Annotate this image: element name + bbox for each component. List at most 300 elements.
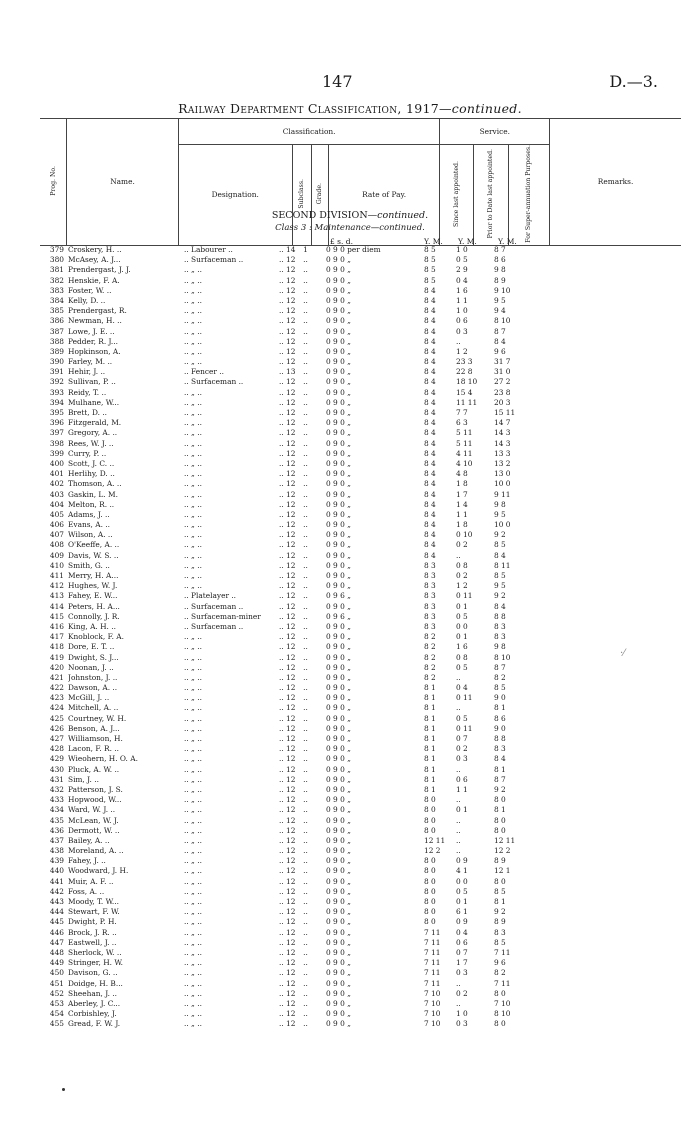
service-superannuation: 9 5 xyxy=(494,509,506,519)
grade: .. xyxy=(303,357,308,367)
service-prior-to: .. xyxy=(456,815,461,825)
rate-of-pay: 0 9 0 „ xyxy=(326,520,351,530)
employee-name: Hopkinson, A. xyxy=(68,346,121,356)
rate-of-pay: 0 9 0 „ xyxy=(326,652,351,662)
rate-of-pay: 0 9 0 „ xyxy=(326,998,351,1008)
table-row xyxy=(0,347,700,357)
rate-of-pay: 0 9 0 „ xyxy=(326,632,351,642)
grade: .. xyxy=(303,825,308,835)
service-prior-to: .. xyxy=(456,825,461,835)
grade: .. xyxy=(303,540,308,550)
rate-of-pay: 0 9 0 „ xyxy=(326,917,351,927)
service-superannuation: 9 2 xyxy=(494,784,506,794)
employee-name: Mitchell, A. .. xyxy=(68,703,119,713)
grade: .. xyxy=(303,367,308,377)
service-since-last: 7 10 xyxy=(424,1009,441,1019)
subclass: .. 12 xyxy=(279,316,296,326)
service-since-last: 8 1 xyxy=(424,754,436,764)
rate-of-pay: 0 9 0 „ xyxy=(326,265,351,275)
service-prior-to: 0 5 xyxy=(456,611,468,621)
table-row xyxy=(0,632,700,642)
service-superannuation: 9 8 xyxy=(494,499,506,509)
service-superannuation: 8 8 xyxy=(494,611,506,621)
prog-no: 399 xyxy=(49,448,64,458)
employee-name: Brett, D. .. xyxy=(68,408,108,417)
service-superannuation: 12 11 xyxy=(494,835,516,845)
service-since-last: 8 0 xyxy=(424,856,436,866)
grade: .. xyxy=(303,723,308,733)
table-row xyxy=(0,897,700,907)
employee-name: Johnston, J. .. xyxy=(68,672,118,682)
subclass: .. 12 xyxy=(279,581,296,591)
designation: .. „ .. xyxy=(184,784,202,794)
designation: .. „ .. xyxy=(184,713,202,723)
service-since-last: 8 3 xyxy=(424,581,436,591)
table-row xyxy=(0,449,700,459)
service-since-last: 8 4 xyxy=(424,336,436,346)
service-prior-to: 0 1 xyxy=(456,601,468,611)
rate-of-pay: 0 9 0 „ xyxy=(326,285,351,295)
table-row xyxy=(0,408,700,418)
employee-name: Sim, J. .. xyxy=(68,774,99,784)
designation: .. „ .. xyxy=(184,316,202,326)
grade: .. xyxy=(303,907,308,917)
service-superannuation: 8 4 xyxy=(494,601,506,611)
designation: .. „ .. xyxy=(184,958,202,968)
prog-no: 431 xyxy=(49,774,64,784)
designation: .. „ .. xyxy=(184,825,202,835)
rate-of-pay: 0 9 0 „ xyxy=(326,683,351,693)
section-division: SECOND DIVISION—continued. xyxy=(271,210,429,221)
grade: .. xyxy=(303,408,308,417)
table-row xyxy=(0,367,700,377)
employee-name: King, A. H. .. xyxy=(68,621,116,631)
table-row xyxy=(0,286,700,296)
designation: .. „ .. xyxy=(184,1009,202,1019)
employee-name: Thomson, A. .. xyxy=(68,479,122,489)
service-superannuation: 9 10 xyxy=(494,285,511,295)
col-prog-no: Prog. No. xyxy=(40,119,67,246)
col-remarks: Remarks. xyxy=(550,119,681,246)
designation: .. „ .. xyxy=(184,754,202,764)
service-since-last: 8 4 xyxy=(424,448,436,458)
service-superannuation: 8 5 xyxy=(494,937,506,947)
employee-name: O'Keeffe, A. .. xyxy=(68,540,120,550)
employee-name: Muir, A. F. .. xyxy=(68,876,114,886)
prog-no: 422 xyxy=(49,683,64,693)
subclass: .. 12 xyxy=(279,336,296,346)
rate-of-pay: 0 9 0 „ xyxy=(326,805,351,815)
service-prior-to: 0 4 xyxy=(456,927,468,937)
employee-name: McAsey, A. J... xyxy=(68,255,121,265)
rate-of-pay: 0 9 0 „ xyxy=(326,428,351,438)
prog-no: 453 xyxy=(49,998,64,1008)
designation: .. „ .. xyxy=(184,978,202,988)
subclass: .. 12 xyxy=(279,907,296,917)
designation: .. „ .. xyxy=(184,265,202,275)
prog-no: 397 xyxy=(49,428,64,438)
table-row xyxy=(0,377,700,387)
grade: .. xyxy=(303,998,308,1008)
col-name: Name. xyxy=(67,119,179,246)
employee-name: Mulhane, W... xyxy=(68,397,120,407)
service-prior-to: 0 2 xyxy=(456,988,468,998)
subclass: .. 12 xyxy=(279,988,296,998)
prog-no: 439 xyxy=(49,856,64,866)
service-prior-to: 1 1 xyxy=(456,295,468,305)
service-prior-to: 0 6 xyxy=(456,316,468,326)
table-row xyxy=(0,734,700,744)
service-superannuation: 8 5 xyxy=(494,571,506,580)
service-since-last: 8 4 xyxy=(424,520,436,530)
table-row xyxy=(0,744,700,754)
service-prior-to: .. xyxy=(456,795,461,805)
subclass: .. 12 xyxy=(279,937,296,947)
employee-name: Knoblock, F. A. xyxy=(68,632,124,642)
service-superannuation: 8 1 xyxy=(494,897,506,906)
service-since-last: 8 5 xyxy=(424,275,436,285)
employee-name: Stringer, H. W. xyxy=(68,958,124,968)
service-since-last: 8 4 xyxy=(424,540,436,550)
rate-of-pay: 0 9 0 „ xyxy=(326,927,351,937)
table-row xyxy=(0,989,700,999)
service-prior-to: .. xyxy=(456,550,461,560)
service-prior-to: 1 2 xyxy=(456,346,468,356)
service-superannuation: 8 1 xyxy=(494,703,506,713)
subclass: .. 12 xyxy=(279,723,296,733)
prog-no: 384 xyxy=(49,295,64,305)
subclass: .. 12 xyxy=(279,876,296,886)
grade: .. xyxy=(303,621,308,631)
subclass: .. 12 xyxy=(279,509,296,519)
service-since-last: 8 3 xyxy=(424,591,436,601)
designation: .. „ .. xyxy=(184,418,202,428)
service-prior-to: 0 2 xyxy=(456,744,468,754)
rate-of-pay: 0 9 0 „ xyxy=(326,856,351,866)
prog-no: 400 xyxy=(49,458,64,468)
grade: 1 xyxy=(303,245,308,254)
rate-of-pay: 0 9 0 „ xyxy=(326,815,351,825)
table-row xyxy=(0,571,700,581)
table-row xyxy=(0,255,700,265)
service-superannuation: 7 11 xyxy=(494,947,511,957)
service-prior-to: 0 1 xyxy=(456,632,468,642)
service-prior-to: 1 6 xyxy=(456,285,468,295)
service-since-last: 8 1 xyxy=(424,784,436,794)
subclass: .. 12 xyxy=(279,428,296,438)
subclass: .. 12 xyxy=(279,306,296,316)
service-since-last: 8 0 xyxy=(424,876,436,886)
subclass: .. 12 xyxy=(279,754,296,764)
service-superannuation: 27 2 xyxy=(494,377,511,387)
rate-of-pay: 0 9 0 „ xyxy=(326,825,351,835)
service-superannuation: 13 2 xyxy=(494,458,511,468)
service-superannuation: 15 11 xyxy=(494,408,516,417)
grade: .. xyxy=(303,601,308,611)
subclass: .. 12 xyxy=(279,255,296,265)
service-since-last: 8 1 xyxy=(424,703,436,713)
designation: .. „ .. xyxy=(184,520,202,530)
subclass: .. 12 xyxy=(279,479,296,489)
rate-of-pay: 0 9 0 „ xyxy=(326,672,351,682)
prog-no: 414 xyxy=(49,601,64,611)
subclass: .. 12 xyxy=(279,285,296,295)
service-prior-to: 7 7 xyxy=(456,408,468,417)
service-superannuation: 8 0 xyxy=(494,815,506,825)
employee-name: Smith, G. .. xyxy=(68,560,110,570)
designation: .. „ .. xyxy=(184,764,202,774)
prog-no: 415 xyxy=(49,611,64,621)
prog-no: 448 xyxy=(49,947,64,957)
service-superannuation: 9 2 xyxy=(494,907,506,917)
grade: .. xyxy=(303,397,308,407)
service-prior-to: 0 10 xyxy=(456,530,473,540)
service-since-last: 8 2 xyxy=(424,632,436,642)
service-prior-to: 0 5 xyxy=(456,255,468,265)
service-prior-to: 1 2 xyxy=(456,581,468,591)
prog-no: 429 xyxy=(49,754,64,764)
service-superannuation: 8 0 xyxy=(494,795,506,805)
service-prior-to: .. xyxy=(456,998,461,1008)
service-since-last: 8 4 xyxy=(424,357,436,367)
service-since-last: 8 4 xyxy=(424,316,436,326)
table-row xyxy=(0,459,700,469)
prog-no: 392 xyxy=(49,377,64,387)
rate-of-pay: 0 9 0 „ xyxy=(326,509,351,519)
service-superannuation: 8 4 xyxy=(494,754,506,764)
grade: .. xyxy=(303,560,308,570)
grade: .. xyxy=(303,418,308,428)
subclass: .. 12 xyxy=(279,377,296,387)
service-prior-to: 1 8 xyxy=(456,520,468,530)
prog-no: 395 xyxy=(49,408,64,417)
rate-of-pay: 0 9 0 „ xyxy=(326,1009,351,1019)
subclass: .. 12 xyxy=(279,397,296,407)
subclass: .. 12 xyxy=(279,846,296,856)
grade: .. xyxy=(303,856,308,866)
subclass: .. 12 xyxy=(279,958,296,968)
designation: .. „ .. xyxy=(184,540,202,550)
employee-name: Rees, W. J. .. xyxy=(68,438,114,448)
title-main: Railway Department Classification, 1917— xyxy=(178,101,452,116)
document-reference: D.—3. xyxy=(609,72,658,91)
prog-no: 437 xyxy=(49,835,64,845)
col-prior-to: Prior to Date last appointed. xyxy=(473,145,508,246)
col-service: Service. xyxy=(440,119,550,145)
subclass: .. 12 xyxy=(279,683,296,693)
service-superannuation: 9 0 xyxy=(494,693,506,703)
table-row xyxy=(0,276,700,286)
employee-name: Sullivan, P. .. xyxy=(68,377,116,387)
service-since-last: 8 4 xyxy=(424,458,436,468)
prog-no: 425 xyxy=(49,713,64,723)
service-prior-to: 0 11 xyxy=(456,723,473,733)
subclass: .. 12 xyxy=(279,418,296,428)
table-row xyxy=(0,561,700,571)
col-classification: Classification. xyxy=(178,119,440,145)
service-prior-to: .. xyxy=(456,846,461,856)
designation: .. „ .. xyxy=(184,662,202,672)
subclass: .. 12 xyxy=(279,357,296,367)
page-title xyxy=(0,101,700,116)
prog-no: 435 xyxy=(49,815,64,825)
table-row xyxy=(0,490,700,500)
prog-no: 404 xyxy=(49,499,64,509)
employee-name: Dwight, P. H. xyxy=(68,917,117,927)
prog-no: 396 xyxy=(49,418,64,428)
table-row xyxy=(0,388,700,398)
subclass: .. 12 xyxy=(279,662,296,672)
designation: .. „ .. xyxy=(184,642,202,652)
subclass: .. 12 xyxy=(279,703,296,713)
designation: .. „ .. xyxy=(184,1019,202,1029)
employee-name: Foster, W. .. xyxy=(68,285,112,295)
rate-of-pay: 0 9 0 „ xyxy=(326,540,351,550)
table-row xyxy=(0,765,700,775)
employee-name: Bailey, A. .. xyxy=(68,835,110,845)
designation: .. Surfaceman .. xyxy=(184,377,244,387)
grade: .. xyxy=(303,479,308,489)
service-superannuation: 8 0 xyxy=(494,988,506,998)
prog-no: 405 xyxy=(49,509,64,519)
service-superannuation: 8 0 xyxy=(494,1019,506,1029)
rate-of-pay: 0 9 0 „ xyxy=(326,408,351,417)
service-since-last: 8 0 xyxy=(424,866,436,876)
service-superannuation: 31 7 xyxy=(494,357,511,367)
prog-no: 382 xyxy=(49,275,64,285)
service-superannuation: 8 9 xyxy=(494,917,506,927)
service-prior-to: 0 9 xyxy=(456,917,468,927)
rate-of-pay: 0 9 0 „ xyxy=(326,734,351,743)
service-since-last: 8 0 xyxy=(424,805,436,815)
service-since-last: 8 4 xyxy=(424,479,436,489)
subclass: .. 12 xyxy=(279,540,296,550)
grade: .. xyxy=(303,886,308,896)
grade: .. xyxy=(303,632,308,642)
service-superannuation: 7 10 xyxy=(494,998,511,1008)
grade: .. xyxy=(303,937,308,947)
service-prior-to: 0 7 xyxy=(456,734,468,743)
subclass: .. 12 xyxy=(279,1009,296,1019)
employee-name: Lowe, J. E. .. xyxy=(68,326,115,336)
service-superannuation: 10 0 xyxy=(494,520,511,530)
employee-name: Aberley, J. C... xyxy=(68,998,121,1008)
subclass: .. 12 xyxy=(279,734,296,743)
service-superannuation: 9 6 xyxy=(494,346,506,356)
table-row xyxy=(0,357,700,367)
subclass: .. 12 xyxy=(279,672,296,682)
service-prior-to: 2 9 xyxy=(456,265,468,275)
employee-name: Gregory, A. .. xyxy=(68,428,118,438)
service-prior-to: 1 0 xyxy=(456,1009,468,1019)
employee-name: Williamson, H. xyxy=(68,734,123,743)
prog-no: 454 xyxy=(49,1009,64,1019)
grade: .. xyxy=(303,683,308,693)
subclass: .. 12 xyxy=(279,489,296,499)
employee-name: Pluck, A. W. .. xyxy=(68,764,120,774)
service-prior-to: 0 4 xyxy=(456,275,468,285)
designation: .. „ .. xyxy=(184,795,202,805)
service-since-last: 8 3 xyxy=(424,621,436,631)
employee-name: Davis, W. S. .. xyxy=(68,550,119,560)
employee-name: Moreland, A. .. xyxy=(68,846,124,856)
rate-of-pay: 0 9 0 „ xyxy=(326,367,351,377)
grade: .. xyxy=(303,265,308,275)
service-since-last: 8 4 xyxy=(424,387,436,397)
table-row xyxy=(0,887,700,897)
prog-no: 385 xyxy=(49,306,64,316)
service-superannuation: 8 3 xyxy=(494,744,506,754)
service-superannuation: 14 3 xyxy=(494,428,511,438)
designation: .. Fencer .. xyxy=(184,367,224,377)
service-since-last: 12 11 xyxy=(424,835,446,845)
service-superannuation: 8 7 xyxy=(494,245,506,254)
prog-no: 442 xyxy=(49,886,64,896)
designation: .. „ .. xyxy=(184,805,202,815)
designation: .. Labourer .. xyxy=(184,245,233,254)
prog-no: 440 xyxy=(49,866,64,876)
grade: .. xyxy=(303,255,308,265)
subclass: .. 12 xyxy=(279,744,296,754)
grade: .. xyxy=(303,316,308,326)
subclass: .. 12 xyxy=(279,621,296,631)
col-since-last: Since last appointed. xyxy=(440,145,473,246)
grade: .. xyxy=(303,784,308,794)
prog-no: 410 xyxy=(49,560,64,570)
table-row xyxy=(0,418,700,428)
employee-name: Sheehan, J. .. xyxy=(68,988,117,998)
service-superannuation: 8 10 xyxy=(494,652,511,662)
service-since-last: 7 11 xyxy=(424,947,441,957)
service-prior-to: .. xyxy=(456,672,461,682)
page-header xyxy=(0,72,700,96)
subclass: .. 12 xyxy=(279,1019,296,1029)
service-superannuation: 8 6 xyxy=(494,255,506,265)
table-row xyxy=(0,968,700,978)
employee-name: Ward, W. J. .. xyxy=(68,805,116,815)
service-since-last: 8 5 xyxy=(424,245,436,254)
table-row xyxy=(0,999,700,1009)
grade: .. xyxy=(303,1009,308,1019)
grade: .. xyxy=(303,805,308,815)
service-superannuation: 9 8 xyxy=(494,642,506,652)
service-since-last: 7 11 xyxy=(424,937,441,947)
grade: .. xyxy=(303,550,308,560)
service-prior-to: 0 11 xyxy=(456,693,473,703)
designation: .. „ .. xyxy=(184,703,202,713)
designation: .. „ .. xyxy=(184,672,202,682)
prog-no: 430 xyxy=(49,764,64,774)
service-superannuation: 8 5 xyxy=(494,683,506,693)
rate-of-pay: 0 9 0 „ xyxy=(326,550,351,560)
service-since-last: 8 4 xyxy=(424,408,436,417)
grade: .. xyxy=(303,642,308,652)
service-since-last: 8 2 xyxy=(424,672,436,682)
service-prior-to: 1 8 xyxy=(456,479,468,489)
service-prior-to: 23 3 xyxy=(456,357,473,367)
employee-name: Woodward, J. H. xyxy=(68,866,129,876)
prog-no: 423 xyxy=(49,693,64,703)
rate-of-pay: 0 9 0 „ xyxy=(326,754,351,764)
section-class: Class 3 : Maintenance—continued. xyxy=(275,223,425,233)
prog-no: 393 xyxy=(49,387,64,397)
grade: .. xyxy=(303,968,308,978)
service-superannuation: 8 9 xyxy=(494,856,506,866)
designation: .. „ .. xyxy=(184,560,202,570)
designation: .. „ .. xyxy=(184,509,202,519)
service-since-last: 8 1 xyxy=(424,713,436,723)
prog-no: 438 xyxy=(49,846,64,856)
